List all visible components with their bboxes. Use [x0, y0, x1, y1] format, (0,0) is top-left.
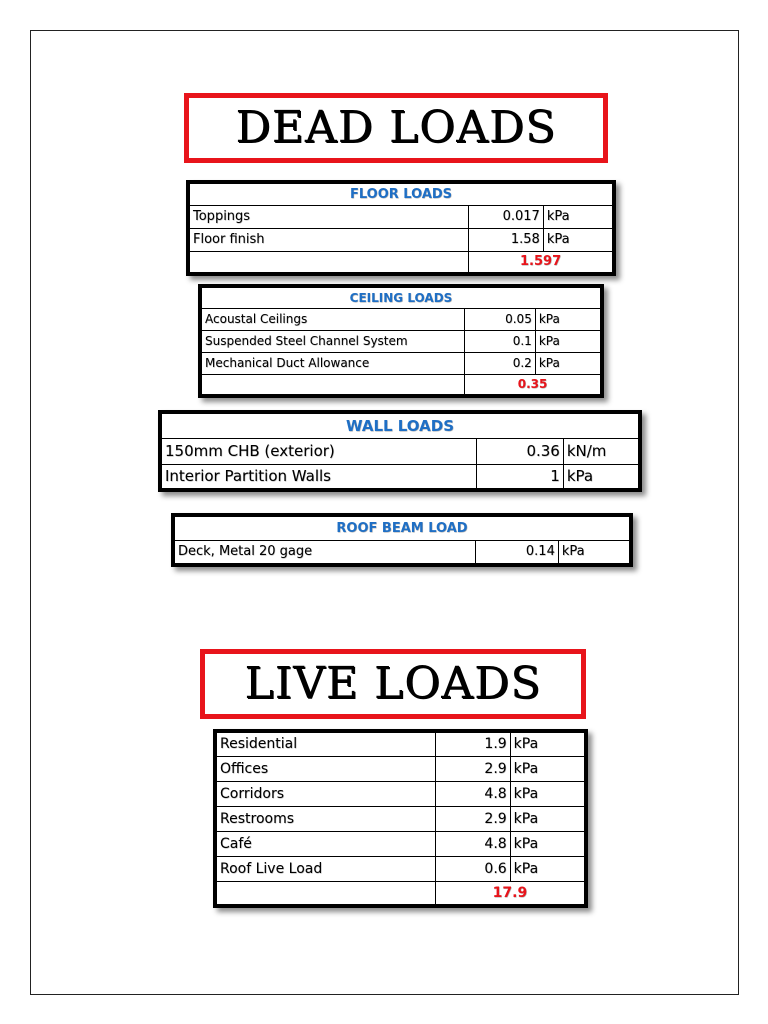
empty-cell	[200, 374, 465, 396]
row-label: Suspended Steel Channel System	[200, 330, 465, 352]
table-row	[200, 330, 602, 352]
table-title-row	[160, 412, 640, 438]
wall-loads-title: WALL LOADS	[160, 412, 640, 438]
live-loads-heading-text: LIVE LOADS	[244, 658, 542, 709]
table-title-row	[188, 182, 614, 205]
row-label: Residential	[215, 731, 435, 756]
row-unit: kPa	[535, 330, 602, 352]
row-label: Deck, Metal 20 gage	[173, 540, 476, 565]
row-value: 4.8	[435, 831, 510, 856]
empty-cell	[188, 251, 469, 274]
table-row	[173, 540, 631, 565]
row-unit: kPa	[510, 756, 586, 781]
row-label: Offices	[215, 756, 435, 781]
row-label: Floor finish	[188, 228, 469, 251]
row-unit: kPa	[510, 806, 586, 831]
floor-loads-title: FLOOR LOADS	[188, 182, 614, 205]
row-value: 0.36	[477, 438, 564, 464]
table-row	[215, 756, 586, 781]
row-label: Restrooms	[215, 806, 435, 831]
table-row	[160, 464, 640, 490]
row-value: 0.14	[476, 540, 559, 565]
table-row	[215, 831, 586, 856]
table-row	[188, 205, 614, 228]
floor-loads-table	[186, 180, 616, 276]
ceiling-loads-title: CEILING LOADS	[200, 286, 602, 308]
row-label: Toppings	[188, 205, 469, 228]
row-label: 150mm CHB (exterior)	[160, 438, 477, 464]
row-value: 0.05	[465, 308, 536, 330]
row-label: Corridors	[215, 781, 435, 806]
table-row	[160, 438, 640, 464]
table-title-row	[173, 515, 631, 540]
row-unit: kN/m	[563, 438, 640, 464]
row-label: Acoustal Ceilings	[200, 308, 465, 330]
row-label: Café	[215, 831, 435, 856]
row-value: 1.58	[469, 228, 544, 251]
table-row	[215, 781, 586, 806]
row-value: 1.9	[435, 731, 510, 756]
table-row	[200, 308, 602, 330]
row-unit: kPa	[543, 205, 614, 228]
row-unit: kPa	[563, 464, 640, 490]
live-loads-heading	[200, 649, 586, 719]
row-value: 0.2	[465, 352, 536, 374]
row-label: Interior Partition Walls	[160, 464, 477, 490]
row-unit: kPa	[510, 781, 586, 806]
dead-loads-heading-text: DEAD LOADS	[235, 102, 557, 153]
row-value: 0.1	[465, 330, 536, 352]
live-loads-table	[213, 729, 588, 908]
table-row	[200, 352, 602, 374]
table-row	[215, 731, 586, 756]
table-row	[188, 228, 614, 251]
row-unit: kPa	[535, 352, 602, 374]
row-value: 2.9	[435, 756, 510, 781]
row-unit: kPa	[510, 856, 586, 881]
row-value: 2.9	[435, 806, 510, 831]
table-row	[215, 806, 586, 831]
row-unit: kPa	[510, 831, 586, 856]
row-value: 0.017	[469, 205, 544, 228]
ceiling-loads-table	[198, 284, 604, 398]
total-row	[200, 374, 602, 396]
row-unit: kPa	[535, 308, 602, 330]
row-unit: kPa	[510, 731, 586, 756]
row-label: Roof Live Load	[215, 856, 435, 881]
table-title-row	[200, 286, 602, 308]
roof-beam-load-title: ROOF BEAM LOAD	[173, 515, 631, 540]
row-value: 0.6	[435, 856, 510, 881]
roof-beam-load-table	[171, 513, 633, 567]
floor-loads-total: 1.597	[469, 251, 614, 274]
ceiling-loads-total: 0.35	[465, 374, 602, 396]
total-row	[215, 881, 586, 906]
table-row	[215, 856, 586, 881]
row-label: Mechanical Duct Allowance	[200, 352, 465, 374]
row-value: 4.8	[435, 781, 510, 806]
row-unit: kPa	[558, 540, 631, 565]
live-loads-total: 17.9	[435, 881, 586, 906]
row-unit: kPa	[543, 228, 614, 251]
row-value: 1	[477, 464, 564, 490]
empty-cell	[215, 881, 435, 906]
wall-loads-table	[158, 410, 642, 492]
dead-loads-heading	[184, 93, 608, 163]
total-row	[188, 251, 614, 274]
